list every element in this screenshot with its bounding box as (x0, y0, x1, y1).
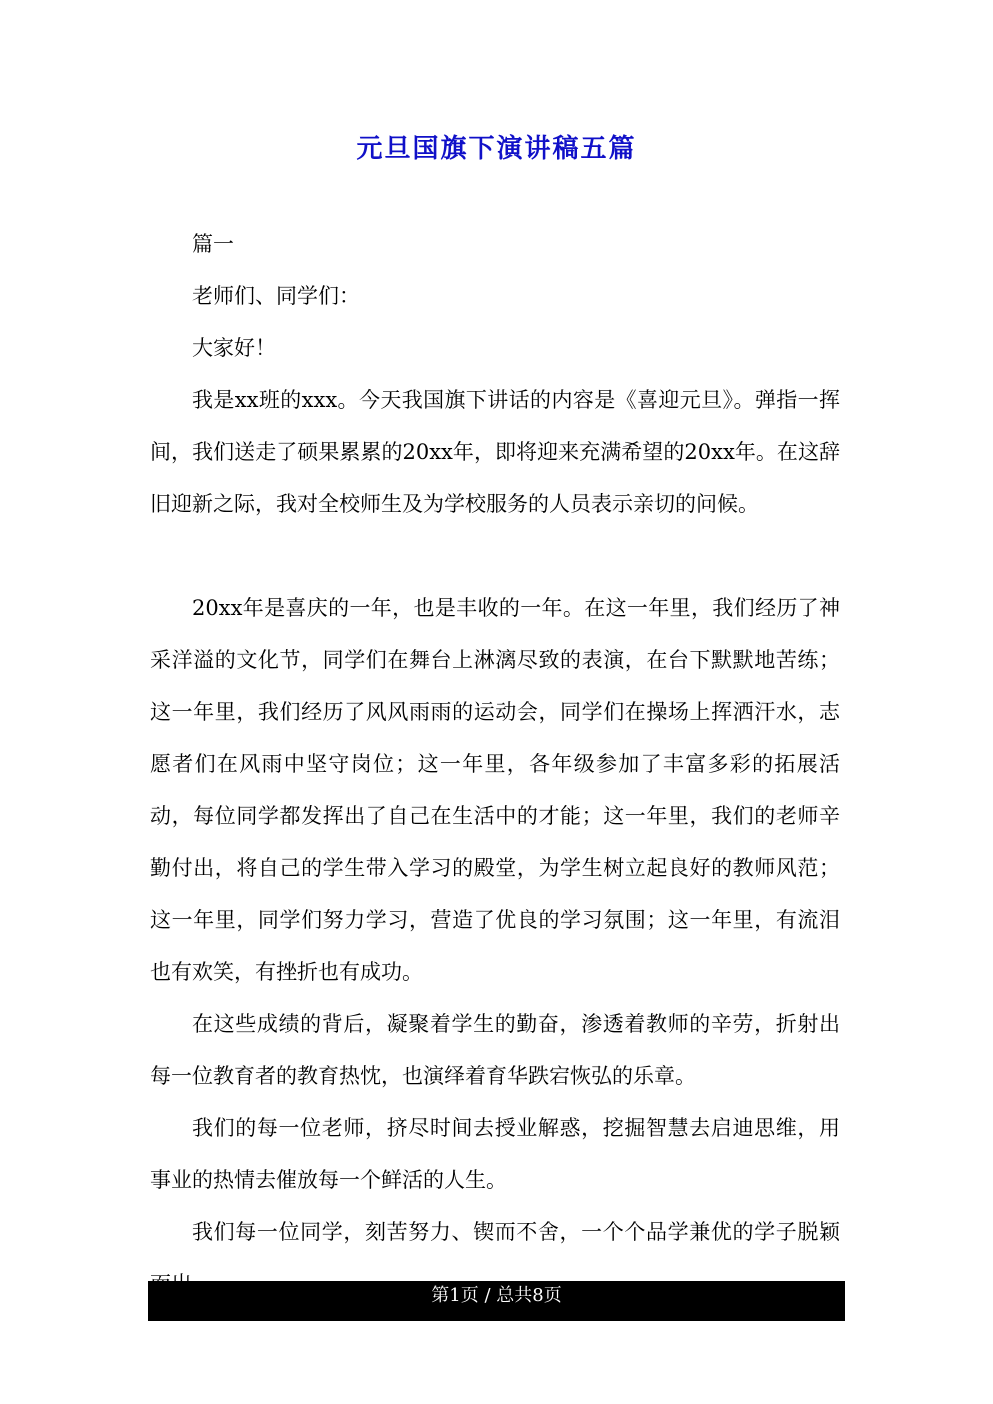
document-body (150, 218, 840, 1310)
paragraph: 我是xx班的xxx。今天我国旗下讲话的内容是《喜迎元旦》。弹指一挥间，我们送走了硕果累累的20xx年，即将迎来充满希望的20xx年。在这辞旧迎新之际，我对全校师生及为学校服务的人员表示亲切的问候。 (150, 388, 840, 516)
paragraph: 我们每一位同学，刻苦努力、锲而不舍，一个个品学兼优的学子脱颖 (192, 1220, 840, 1244)
paragraph: 20xx年是喜庆的一年，也是丰收的一年。在这一年里，我们经历了神采洋溢的文化节，同学们在舞台上淋漓尽致的表演，在台下默默地苦练；这一年里，我们经历了风风雨雨的运动会，同学们在操场上挥洒汗水，志愿者们在风雨中坚守岗位；这一年里，各年级参加了丰富多彩的拓展活动，每位同学都发挥出了自己在生活中的才能；这一年里，我们的老师辛勤付出，将自己的学生带入学习的殿堂，为学生树立起良好的教师风范；这一年里，同学们努力学习，营造了优良的学习氛围；这一年里，有流泪也有欢笑，有挫折也有成功。 (150, 596, 840, 984)
greeting: 大家好！ (192, 336, 276, 360)
page-number-label: 第1页 / 总共8页 (431, 1285, 562, 1306)
section-heading: 篇一 (192, 232, 234, 256)
document-title: 元旦国旗下演讲稿五篇 (356, 134, 637, 164)
paragraph: 在这些成绩的背后，凝聚着学生的勤奋，渗透着教师的辛劳，折射出每一位教育者的教育热忱，也演绎着育华跌宕恢弘的乐章。 (150, 1012, 840, 1088)
page-footer (148, 1281, 845, 1321)
salutation: 老师们、同学们： (192, 284, 360, 308)
paragraph: 我们的每一位老师，挤尽时间去授业解惑，挖掘智慧去启迪思维，用事业的热情去催放每一个鲜活的人生。 (150, 1116, 840, 1192)
